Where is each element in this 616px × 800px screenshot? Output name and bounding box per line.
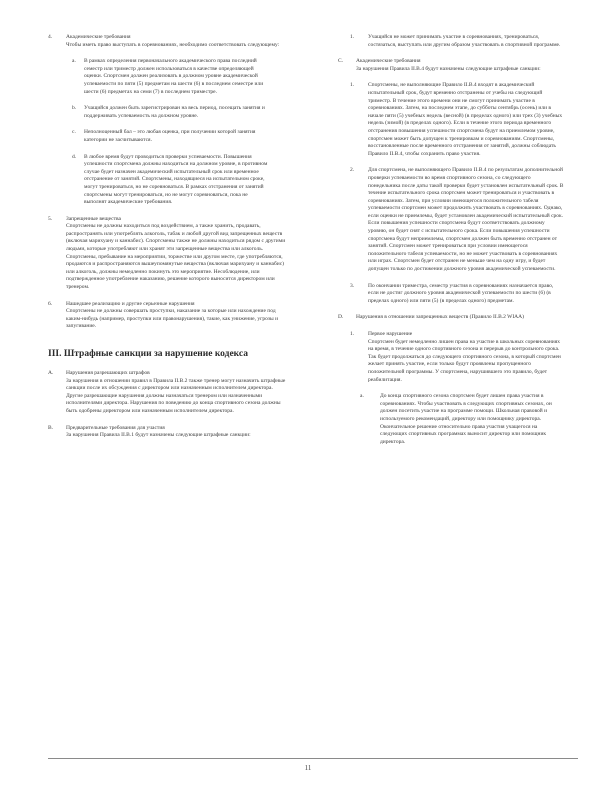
right-column (338, 34, 578, 455)
rule-subitem-C2 (338, 167, 578, 273)
footer-divider (48, 758, 578, 759)
item-text: До конца спортивного сезона спортсмен будет лишен права участия в соревнованиях. Чтобы участвовать в следующих спортивных сезонах, он должен посетить участие на программе помощи. Школьная правовой и используемого рекомендаций, директору или помощнику директора. Окончательное решение относительно права участия учащегося на следующих спортивных программах выносит директор или помощник директора. (380, 393, 552, 445)
item-text: В любое время будут проводиться проверки успеваемости. Повышения успешности спортсмена должны находиться на должном уровне, в противном случае будет назначен академический испытательный срок или временное отстранение от занятий. Спортсмены, находящиеся на испытательном сроке, могут тренироваться, но не соревноваться. В рамках отстранения от занятий спортсмены могут тренироваться, но не могут соревноваться, пока не выполнят академические требования. (84, 153, 268, 206)
item-text: Академические требования Чтобы иметь право выступать в соревнованиях, необходимо соответствовать следующему: (66, 34, 280, 48)
rule-subitem-C3 (338, 283, 578, 306)
rule-item-4 (48, 34, 310, 49)
rule-item-D (338, 314, 578, 322)
item-marker: 5. (48, 215, 53, 222)
item-marker: 1. (350, 34, 355, 40)
rule-subitem-c (48, 129, 310, 144)
item-text: Нарушения разрешающих штрафов За нарушения в отношении правил в Правила II.B.2 также тренер могут назначить штрафные санкции после их обсуждения с директором или назначенным исполнителем директора. Другие разрешающие нарушения должны назначаться тренером или назначенными исполнителями директора. Нарушения по поведению до конца спортивного сезона должны быть одобрены директором или назначенным исполнителем директора. (66, 370, 286, 414)
rule-item-B (48, 425, 310, 440)
item-marker: 6. (48, 300, 53, 307)
rule-item-6 (48, 301, 310, 331)
item-marker: c. (72, 129, 76, 136)
rule-subitem-C1 (338, 82, 578, 158)
item-text: Предварительные требования для участия За нарушения Правила II.B.1 будут назначены следующие штрафные санкции: (66, 424, 251, 439)
item-text: Учащийся не может принимать участие в соревнованиях, тренироваться, состязаться, выступать или другим образом участвовать в спортивной программе. (368, 34, 561, 48)
rule-item-C (338, 58, 578, 73)
item-marker: b. (72, 105, 77, 112)
item-marker: A. (48, 370, 54, 376)
item-text: Учащийся должен быть зарегистрирован на весь период, посещать занятия и поддерживать успеваемость на должном уровне. (84, 105, 265, 119)
item-marker: 1. (350, 331, 355, 337)
item-text: Академические требования За нарушения Правила II.B.4 будут назначены следующие штрафные санкции: (356, 58, 541, 72)
rule-subitem-a (48, 58, 310, 96)
item-marker: D. (338, 314, 344, 321)
item-marker: 3. (350, 282, 355, 289)
rule-subitem-1 (338, 34, 578, 49)
item-marker: 1. (350, 82, 355, 89)
rule-subitem-d (48, 154, 310, 207)
item-marker: d. (72, 153, 77, 160)
page-number: 11 (304, 764, 312, 772)
section-heading: III. Штрафные санкции за нарушение кодекса (48, 349, 248, 359)
left-column (48, 34, 310, 449)
item-text: Первое нарушение Спортсмен будет немедленно лишен права на участие в школьных соревнованиях на время, в течение одного спортивного сезона и перерыв до контрольного срока. Так будет продолжаться до следующего спортивного сезона, в который спортсмен желает принять участие, если только будут проявлены пропущенного положительной программы. У спортсмена, нарушившего это правило, будет реабилитация. (368, 331, 561, 383)
rule-item-A (48, 370, 310, 416)
item-text: Для спортсмена, не выполняющего Правило II.B.4 по результатам дополнительной проверки успеваемости во время спортивного сезона, со следующего понедельника после даты такой проверки будет установлен испытательный срок. В течение испытательного срока спортсмен может тренироваться и участвовать в соревнованиях. Затем, при условии имеющегося положительного табеля успеваемости спортсмен может продолжить участвовать в соревнованиях. Однако, если оценки не приемлемы, будет установлен академический испытательный срок. Если повышения успешности спортсмена будут соответствовать должному уровню, он будет снят с испытательного срока. Если повышения успешности спортсмена будут неприемлемы, спортсмен должен быть временно отстранен от занятий. Спортсмен может тренироваться при условии имеющегося положительного табеля успеваемости, но не может участвовать в соревнованиях или играх. Спортсмен будет отстранен не меньше чем на одну игру, и будет допущен только по достижении должного уровня академической успеваемости. (368, 167, 564, 273)
item-text: Нашедшее реализацию и другие серьезные нарушения Спортсмены не должны совершать проступки, наказание за которые или нахождение под каким-нибудь (например, проступки или правонарушения), такие, как унижение, угрозы и запугивание. (66, 300, 279, 330)
rule-subitem-D1a (338, 393, 578, 446)
item-text: По окончании триместра, семестр участия в соревнованиях назначается право, если не достиг должного уровня академической успеваемости по шести (6) (в пределах одного) или пяти (5) (в пределах одного) предметам. (368, 282, 554, 304)
rule-item-5 (48, 216, 310, 292)
item-text: Запрещенные вещества Спортсмены не должны находиться под воздействием, а также хранить, продавать, распространять или употреблять алкоголь, табак и любой другой вид запрещенных веществ (включая марихуану и каннабис). Спортсмены также не должны находиться рядом с другими людьми, которые употребляют или хранят эти запрещенные вещества или алкоголь. Спортсмены, пребывание на мероприятии, торжестве или другом месте, где употребляются, продаются и распространяются вышеупомянутые вещества (включая марихуану и каннабис) или алкоголь, должны немедленно покинуть это мероприятие. Несоблюдение, или подтвержденное употребление наказанию, решение которого выносится директором или тренером. (66, 215, 286, 291)
item-text: Нарушения в отношении запрещенных веществ (Правило II.B.2 WIAA) (356, 314, 524, 321)
item-text: В рамках определения первоначального академического права последний семестр или триместр должен использоваться в качестве определяющей оценки. Спортсмен должен реализовать в должном уровне академической успеваемости по пяти (5) предметам на шести (6) в последнем семестре или шести (6) предметах на семи (7) в последнем триместре. (84, 58, 264, 95)
item-marker: a. (360, 393, 364, 400)
item-marker: 2. (350, 167, 355, 174)
item-marker: 4. (48, 34, 53, 40)
item-text: Спортсмены, не выполняющие Правило II.B.4 входят в академический испытательный срок, будут временно отстранены от учебы на следующий триместр. В течение этого времени они не смогут принимать участие в соревнованиях. Затем, на последнем этапе, до субботы сентябрь (осень) или в начале пяти (5) учебных недель (весной) (в пределах одного) или трех (3) учебных недель (зимой) (в пределах одного). Если в течение этого периода временного отстранения повышения успешности спортсмена будут на приемлемом уровне, спортсмен может быть допущен к тренировкам и соревнованиям. Спортсмены, восстановленные после временного отстранения от занятий, должны соблюдать Правило II.B.4, чтобы сохранить право участия. (368, 82, 563, 157)
item-marker: a. (72, 58, 76, 65)
item-text: Неполноценный бал – это любая оценка, при получении которой занятия категории не засчитываются. (84, 129, 256, 143)
rule-subitem-b (48, 105, 310, 120)
rule-subitem-D1 (338, 331, 578, 384)
item-marker: B. (48, 424, 54, 431)
item-marker: C. (338, 58, 344, 65)
